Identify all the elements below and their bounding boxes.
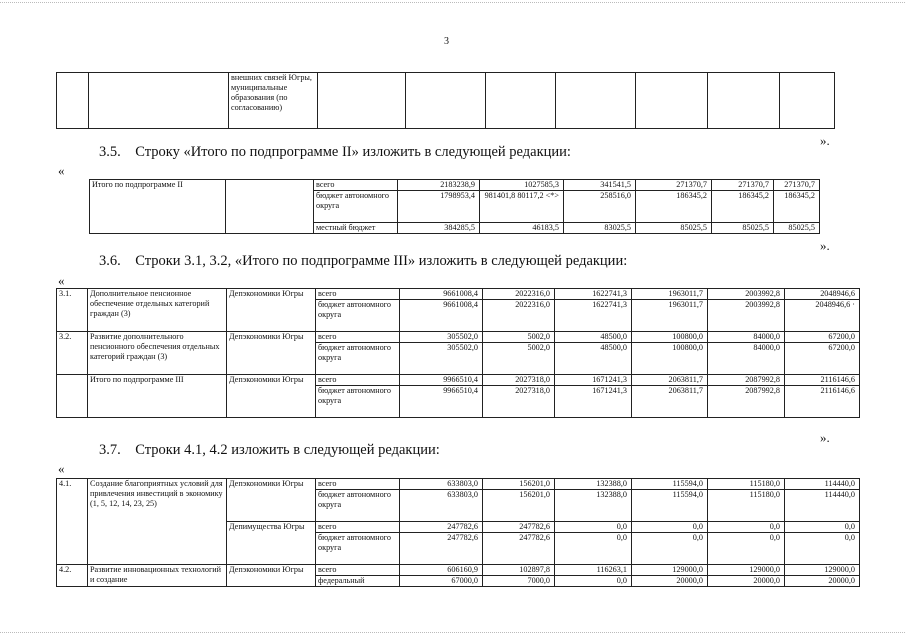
value-cell: 7000,0 [483, 576, 555, 587]
table-cell: всего [316, 289, 400, 300]
table-cell: бюджет автономного округа [316, 386, 400, 418]
table-cell: бюджет автономного округа [316, 490, 400, 522]
section-heading [99, 253, 627, 270]
value-cell: 20000,0 [785, 576, 860, 587]
page-number: 3 [444, 36, 449, 47]
opening-quote: « [58, 273, 65, 288]
value-cell: 116263,1 [555, 565, 632, 576]
table-cell: бюджет автономного округа [316, 343, 400, 375]
value-cell: 2116146,6 [785, 386, 860, 418]
value-cell: 5002,0 [483, 332, 555, 343]
table-cell: всего [316, 375, 400, 386]
value-cell: 1027585,3 [480, 180, 564, 191]
table-cell: Развитие инновационных технологий и создание [88, 565, 227, 587]
value-cell: 129000,0 [785, 565, 860, 576]
table-cell [226, 180, 314, 234]
table-cell [556, 73, 636, 129]
table-cell: 3.1. [57, 289, 88, 332]
table-cell: всего [316, 565, 400, 576]
value-cell: 2183238,9 [398, 180, 480, 191]
value-cell: 2003992,8 [708, 300, 785, 332]
value-cell: 186345,2 [774, 191, 820, 223]
table-cell: 3.2. [57, 332, 88, 375]
table-cell [708, 73, 780, 129]
value-cell: 9966510,4 [400, 386, 483, 418]
value-cell: 5002,0 [483, 343, 555, 375]
value-cell: 9661008,4 [400, 300, 483, 332]
value-cell: 85025,5 [636, 223, 712, 234]
value-cell: 2087992,8 [708, 375, 785, 386]
value-cell: 84000,0 [708, 343, 785, 375]
section-text: Строку «Итого по подпрограмме II» изложить в следующей редакции: [135, 144, 571, 160]
table-cell: Депэкономики Югры [227, 375, 316, 418]
table-cell [89, 73, 229, 129]
table-cell: Депэкономики Югры [227, 479, 316, 522]
value-cell: 115594,0 [632, 490, 708, 522]
section-heading [99, 144, 571, 161]
value-cell: 114440,0 [785, 479, 860, 490]
value-cell: 1622741,3 [555, 300, 632, 332]
value-cell: 2063811,7 [632, 386, 708, 418]
value-cell: 1671241,3 [555, 386, 632, 418]
value-cell: 115594,0 [632, 479, 708, 490]
table-cell: бюджет автономного округа [316, 533, 400, 565]
value-cell: 129000,0 [708, 565, 785, 576]
table-cell: 4.2. [57, 565, 88, 587]
value-cell: 271370,7 [774, 180, 820, 191]
table-subprogram-2 [89, 179, 820, 234]
value-cell: 258516,0 [564, 191, 636, 223]
value-cell: 20000,0 [632, 576, 708, 587]
table-cell: всего [316, 479, 400, 490]
table-cell: местный бюджет [314, 223, 398, 234]
value-cell: 156201,0 [483, 479, 555, 490]
value-cell: 247782,6 [483, 533, 555, 565]
subtotal-label: Итого по подпрограмме II [90, 180, 226, 234]
table-cell: всего [316, 522, 400, 533]
table-cell: 4.1. [57, 479, 88, 565]
value-cell: 48500,0 [555, 343, 632, 375]
value-cell: 0,0 [785, 522, 860, 533]
value-cell: 0,0 [708, 522, 785, 533]
table-cell [406, 73, 486, 129]
section-heading [99, 442, 440, 459]
table-cell: Создание благоприятных условий для привлечения инвестиций в экономику (1, 5, 12, 14, 23, 25) [88, 479, 227, 565]
section-number: 3.6. [99, 253, 121, 269]
closing-quote: ». [820, 238, 830, 253]
executor-cell: внешних связей Югры, муниципальные образования (по согласованию) [229, 73, 318, 129]
value-cell: 9661008,4 [400, 289, 483, 300]
table-cell: Итого по подпрограмме III [88, 375, 227, 418]
table-fragment-top [56, 72, 835, 129]
value-cell: 132388,0 [555, 490, 632, 522]
value-cell: 2048946,6 · [785, 300, 860, 332]
value-cell: 2087992,8 [708, 386, 785, 418]
value-cell: 0,0 [555, 576, 632, 587]
value-cell: 2022316,0 [483, 289, 555, 300]
table-cell: всего [316, 332, 400, 343]
value-cell: 115180,0 [708, 479, 785, 490]
value-cell: 100800,0 [632, 332, 708, 343]
value-cell: 0,0 [632, 522, 708, 533]
table-subprogram-3 [56, 288, 860, 418]
value-cell: 83025,5 [564, 223, 636, 234]
value-cell: 186345,2 [636, 191, 712, 223]
value-cell: 271370,7 [636, 180, 712, 191]
value-cell: 2116146,6 [785, 375, 860, 386]
table-cell [318, 73, 406, 129]
table-cell: Дополнительное пенсионное обеспечение отдельных категорий граждан (3) [88, 289, 227, 332]
table-cell [57, 375, 88, 418]
value-cell: 633803,0 [400, 479, 483, 490]
scan-bottom-edge [0, 632, 905, 633]
section-text: Строки 4.1, 4.2 изложить в следующей редакции: [135, 442, 440, 458]
value-cell: 67000,0 [400, 576, 483, 587]
table-cell: федеральный [316, 576, 400, 587]
value-cell: 20000,0 [708, 576, 785, 587]
table-cell: Депэкономики Югры [227, 565, 316, 587]
value-cell: 2022316,0 [483, 300, 555, 332]
table-cell [636, 73, 708, 129]
table-cell [486, 73, 556, 129]
value-cell: 981401,8 80117,2 <*> [480, 191, 564, 223]
table-cell: Депэкономики Югры [227, 289, 316, 332]
scan-top-edge [0, 2, 905, 3]
value-cell: 67200,0 [785, 332, 860, 343]
value-cell: 156201,0 [483, 490, 555, 522]
table-cell: Развитие дополнительного пенсионного обеспечения отдельных категорий граждан (3) [88, 332, 227, 375]
value-cell: 2003992,8 [708, 289, 785, 300]
value-cell: 606160,9 [400, 565, 483, 576]
value-cell: 1963011,7 [632, 289, 708, 300]
value-cell: 247782,6 [400, 522, 483, 533]
value-cell: 1798953,4 [398, 191, 480, 223]
section-text: Строки 3.1, 3.2, «Итого по подпрограмме III» изложить в следующей редакции: [135, 253, 628, 269]
value-cell: 186345,2 [712, 191, 774, 223]
value-cell: 1671241,3 [555, 375, 632, 386]
value-cell: 384285,5 [398, 223, 480, 234]
value-cell: 67200,0 [785, 343, 860, 375]
table-subprogram-4 [56, 478, 860, 587]
table-cell [780, 73, 835, 129]
closing-quote: ». [820, 430, 830, 445]
opening-quote: « [58, 163, 65, 178]
value-cell: 305502,0 [400, 343, 483, 375]
table-cell: Депимущества Югры [227, 522, 316, 565]
table-cell: бюджет автономного округа [314, 191, 398, 223]
value-cell: 2027318,0 [483, 386, 555, 418]
table-cell: бюджет автономного округа [316, 300, 400, 332]
value-cell: 84000,0 [708, 332, 785, 343]
value-cell: 0,0 [555, 533, 632, 565]
section-number: 3.5. [99, 144, 121, 160]
value-cell: 46183,5 [480, 223, 564, 234]
value-cell: 2027318,0 [483, 375, 555, 386]
value-cell: 114440,0 [785, 490, 860, 522]
value-cell: 633803,0 [400, 490, 483, 522]
value-cell: 0,0 [785, 533, 860, 565]
value-cell: 132388,0 [555, 479, 632, 490]
table-cell: всего [314, 180, 398, 191]
value-cell: 102897,8 [483, 565, 555, 576]
closing-quote: ». [820, 133, 830, 148]
section-number: 3.7. [99, 442, 121, 458]
table-cell [57, 73, 89, 129]
value-cell: 1963011,7 [632, 300, 708, 332]
value-cell: 341541,5 [564, 180, 636, 191]
value-cell: 129000,0 [632, 565, 708, 576]
opening-quote: « [58, 461, 65, 476]
value-cell: 247782,6 [483, 522, 555, 533]
value-cell: 2048946,6 [785, 289, 860, 300]
value-cell: 0,0 [708, 533, 785, 565]
value-cell: 115180,0 [708, 490, 785, 522]
value-cell: 85025,5 [712, 223, 774, 234]
value-cell: 0,0 [555, 522, 632, 533]
value-cell: 1622741,3 [555, 289, 632, 300]
value-cell: 2063811,7 [632, 375, 708, 386]
value-cell: 85025,5 [774, 223, 820, 234]
table-cell: Депэкономики Югры [227, 332, 316, 375]
value-cell: 271370,7 [712, 180, 774, 191]
value-cell: 247782,6 [400, 533, 483, 565]
value-cell: 305502,0 [400, 332, 483, 343]
value-cell: 48500,0 [555, 332, 632, 343]
value-cell: 0,0 [632, 533, 708, 565]
value-cell: 100800,0 [632, 343, 708, 375]
value-cell: 9966510,4 [400, 375, 483, 386]
